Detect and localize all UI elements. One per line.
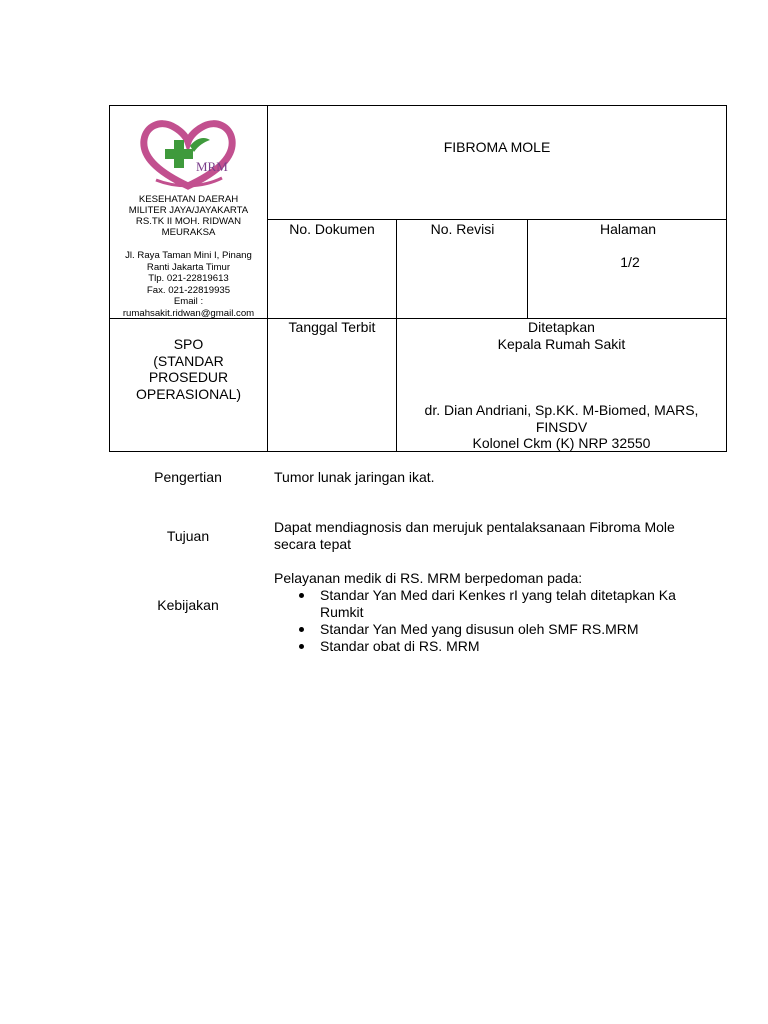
email-label: Email : [173,296,204,307]
divider-horizontal-1 [267,219,726,220]
no-dokumen-label: No. Dokumen [289,221,375,237]
halaman-label: Halaman [599,221,657,237]
header-table [109,105,727,452]
spo-label [110,336,267,402]
kebijakan-label: Kebijakan [157,597,219,613]
spo-line: SPO [173,336,204,352]
tujuan-line: Dapat mendiagnosis dan merujuk pentalaksanaan Fibroma Mole [274,519,675,535]
institution-line: KESEHATAN DAERAH [138,194,239,205]
institution-address [112,250,265,319]
title-cell [268,106,726,219]
signatory-block [397,402,726,452]
list-item: Standar obat di RS. MRM [274,638,729,655]
signatory-rank: Kolonel Ckm (K) NRP 32550 [472,435,651,451]
tanggal-terbit-label: Tanggal Terbit [288,319,376,335]
tujuan-text [274,519,729,553]
institution-name [112,194,265,238]
pengertian-text: Tumor lunak jaringan ikat. [274,469,435,485]
no-revisi-label: No. Revisi [430,221,495,237]
kebijakan-intro: Pelayanan medik di RS. MRM berpedoman pada: [274,570,583,586]
institution-line: RS.TK II MOH. RIDWAN [135,216,242,227]
halaman-value: 1/2 [620,254,640,270]
logo-text: MRM [196,159,228,174]
phone-line: Tlp. 021-22819613 [148,273,229,284]
list-item: Standar Yan Med dari Kenkes rI yang telah ditetapkan Ka Rumkit [274,587,729,621]
institution-line: MILITER JAYA/JAYAKARTA [128,205,249,216]
institution-line: MEURAKSA [161,227,216,238]
logo-cell [110,106,267,319]
email-address: rumahsakit.ridwan@gmail.com [122,307,255,319]
ditetapkan-label: Ditetapkan [528,319,595,335]
signatory-title: FINSDV [535,418,588,435]
spo-line: OPERASIONAL) [135,385,242,402]
spo-line: PROSEDUR [148,369,229,385]
spo-line: (STANDAR [153,352,224,369]
address-line: Ranti Jakarta Timur [146,261,231,273]
document-title: FIBROMA MOLE [443,139,551,155]
kebijakan-list [274,587,729,655]
tujuan-line: secara tepat [274,536,352,552]
hospital-logo [136,116,240,192]
pengertian-label: Pengertian [154,469,222,485]
ditetapkan-block [397,319,726,352]
tujuan-label: Tujuan [166,528,210,544]
leaf-icon [190,138,210,152]
list-item: Standar Yan Med yang disusun oleh SMF RS.MRM [274,621,729,638]
signatory-name: dr. Dian Andriani, Sp.KK. M-Biomed, MARS, [424,402,699,418]
address-line: Jl. Raya Taman Mini I, Pinang [125,250,252,261]
kebijakan-text [274,570,729,655]
fax-line: Fax. 021-22819935 [146,284,231,296]
kepala-rumah-sakit-label: Kepala Rumah Sakit [497,335,626,352]
